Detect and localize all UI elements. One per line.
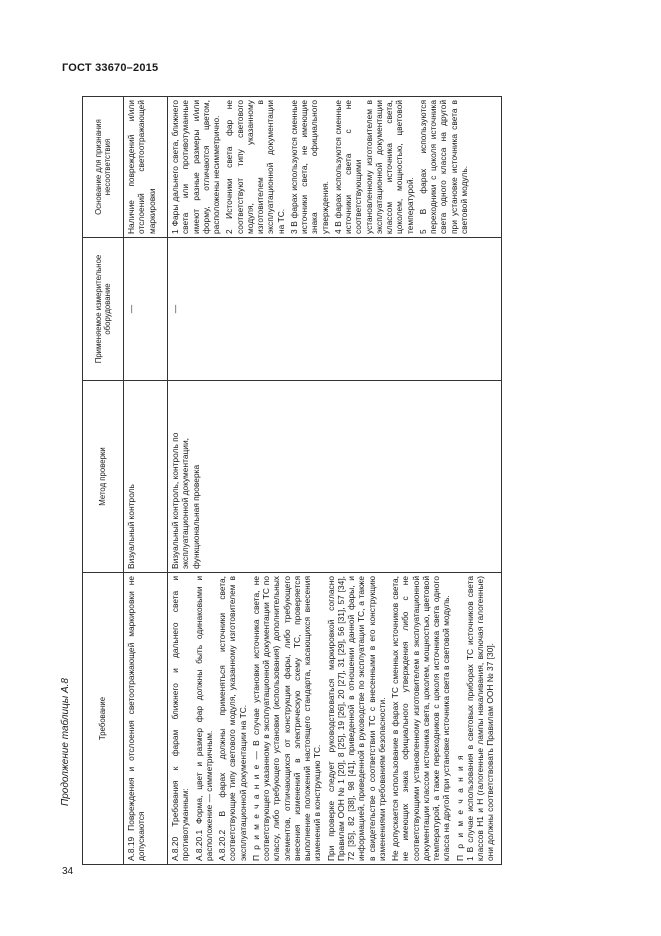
requirement-text: Не допускается использование в фарах ТС сменных источников света, не имеющих знака официального утверждения либо с не соответствующими установленному изготовителем в эксплуатационной документации классом источника света, цоколем, мощностью, цветовой температурой, а также переходников с цоколя источника света одного класса на другой при установке источника света в световой модуль. bbox=[390, 576, 452, 861]
requirement-note: П р и м е ч а н и е — В случае установки источника света, не соответствующего указанному в эксплуатационной документации ТС по классу, либо требующего установки (использования) дополнительных элементов, отличающихся от конструкции фары, либо требующего внесения изменений в электрическую схему ТС, проверяется выполнение положений настоящего стандарта, касающихся внесения изменений в конструкцию ТС. bbox=[250, 576, 323, 861]
table-row bbox=[168, 97, 502, 865]
column-header-basis: Основание для признания несоответствия bbox=[83, 97, 124, 238]
note-text: 1 В случае использования в световых приборах ТС источников света классов Н1 и Н (галогенные лампы накаливания, включая галогенные) они должны соответствовать Правилам ООН № 37 [30]. bbox=[464, 576, 496, 861]
basis-text: 4 В фарах используются сменные источники света с не соответствующими установленному изготовителем в эксплуатационной документации классом источника света, цоколем, мощностью, цветовой температурой. bbox=[332, 100, 415, 234]
column-header-method: Метод проверки bbox=[83, 381, 124, 573]
column-header-equipment: Применяемое измерительное оборудование bbox=[83, 238, 124, 381]
basis-text: Наличие повреждений и/или отслоений светоотражающей маркировки bbox=[126, 100, 157, 234]
basis-text: 3 В фарах используются сменные источники света, не имеющие знака официального утверждения. bbox=[288, 100, 330, 234]
requirement-text: А.8.20 Требования к фарам ближнего и дальнего света и противотуманным: bbox=[170, 576, 191, 861]
requirements-table-rotated bbox=[82, 97, 552, 865]
equipment-cell: — bbox=[168, 238, 502, 381]
requirement-text: А.8.19 Повреждения и отслоения светоотражающей маркировки не допускаются bbox=[126, 576, 147, 861]
method-cell: Визуальный контроль bbox=[124, 381, 168, 573]
page-number: 34 bbox=[62, 866, 74, 877]
requirement-text: При проверке следует руководствоваться маркировкой согласно Правилам ООН № 1 [20], 8 [25], 19 [26], 20 [27], 31 [29], 56 [31], 57 [34], 72 [35], 82 [38], 98 [41], приведенной в отношении данной фары, и информацией, приведенной в руководстве по эксплуатации ТС, а также в свидетельстве о соответствии ТС с внесенными в его конструкцию изменениями требованиям безопасности. bbox=[325, 576, 387, 861]
basis-text: 2 Источники света фар не соответствуют типу светового модуля, указанному изготовителем в эксплуатационной документации на ТС. bbox=[224, 100, 286, 234]
requirements-table bbox=[82, 96, 502, 865]
table-row bbox=[124, 97, 168, 865]
requirement-text: А.8.20.2 В фарах должны применяться источники света, соответствующие типу светового модуля, указанному изготовителем в эксплуатационной документации на ТС. bbox=[217, 576, 248, 861]
equipment-cell: — bbox=[124, 238, 168, 381]
basis-cell bbox=[168, 97, 502, 238]
basis-text: 1 Фары дальнего света, ближнего света или противотуманные имеют разные размеры и/или форму, отличаются цветом, расположены несимметрично. bbox=[170, 100, 221, 234]
basis-text: 5 В фарах используются переходники с цоколя источника света одного класса на другой при установке источника света в световой модуль. bbox=[417, 100, 469, 234]
requirement-cell bbox=[124, 573, 168, 865]
basis-cell bbox=[124, 97, 168, 238]
document-title: ГОСТ 33670–2015 bbox=[62, 62, 159, 74]
method-cell: Визуальный контроль, контроль по эксплуатационной документации, функциональная проверка bbox=[168, 381, 502, 573]
notes-heading: П р и м е ч а н и я bbox=[454, 753, 465, 861]
column-header-requirement: Требование bbox=[83, 573, 124, 865]
requirement-cell bbox=[168, 573, 502, 865]
table-caption: Продолжение таблицы А.8 bbox=[60, 678, 71, 806]
table-header-row bbox=[83, 97, 124, 865]
requirement-text: А.8.20.1 Форма, цвет и размер фар должны быть одинаковыми и расположение — симметричным. bbox=[193, 576, 214, 861]
